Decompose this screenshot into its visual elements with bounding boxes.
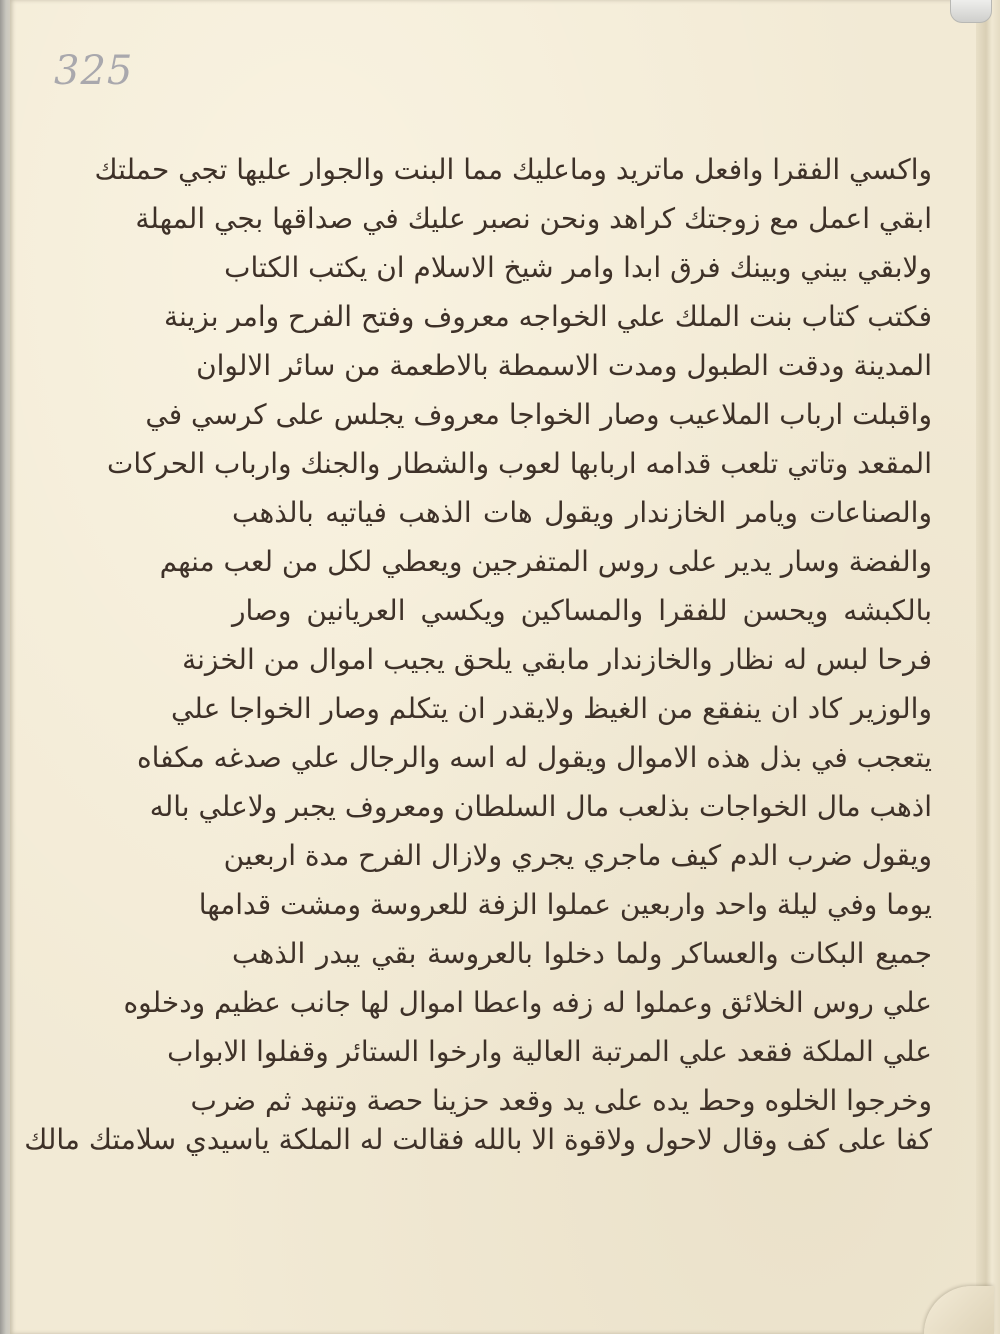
text-line: واكسي الفقرا وافعل ماتريد وماعليك مما البنت والجوار عليها تجي حملتك bbox=[94, 153, 932, 186]
folio-number: 325 bbox=[54, 48, 134, 94]
manuscript-text bbox=[24, 150, 932, 1160]
binding-clip bbox=[950, 0, 992, 23]
text-line: بالكبشه ويحسن للفقرا والمساكين ويكسي العريانين وصار bbox=[232, 594, 932, 627]
text-line: اذهب مال الخواجات بذلعب مال السلطان ومعروف يجبر ولاعلي باله bbox=[149, 790, 932, 823]
text-line: علي روس الخلائق وعملوا له زفه واعطا اموال لها جانب عظيم ودخلوه bbox=[123, 986, 932, 1019]
text-line: ابقي اعمل مع زوجتك كراهد ونحن نصبر عليك في صداقها بجي المهلة bbox=[135, 202, 932, 235]
page-edge bbox=[976, 0, 1000, 1334]
manuscript-page bbox=[10, 0, 1000, 1334]
text-line: علي الملكة فقعد علي المرتبة العالية وارخوا الستائر وقفلوا الابواب bbox=[167, 1035, 932, 1068]
text-line: واقبلت ارباب الملاعيب وصار الخواجا معروف يجلس على كرسي في bbox=[145, 398, 932, 431]
text-line: والصناعات ويامر الخازندار ويقول هات الذهب فياتيه بالذهب bbox=[232, 496, 932, 529]
text-line: يوما وفي ليلة واحد واربعين عملوا الزفة للعروسة ومشت قدامها bbox=[198, 888, 932, 921]
text-line: جميع البكات والعساكر ولما دخلوا بالعروسة بقي يبدر الذهب bbox=[232, 937, 932, 970]
text-line: فكتب كتاب بنت الملك علي الخواجه معروف وفتح الفرح وامر بزينة bbox=[163, 300, 932, 333]
text-line: المدينة ودقت الطبول ومدت الاسمطة بالاطعمة من سائر الالوان bbox=[196, 349, 932, 382]
text-line: وخرجوا الخلوه وحط يده على يد وقعد حزينا حصة وتنهد ثم ضرب bbox=[190, 1084, 932, 1117]
text-line: والفضة وسار يدير على روس المتفرجين ويعطي لكل من لعب منهم bbox=[159, 545, 932, 578]
text-line: ولابقي بيني وبينك فرق ابدا وامر شيخ الاسلام ان يكتب الكتاب bbox=[224, 251, 932, 284]
text-line: فرحا لبس له نظار والخازندار مابقي يلحق يجيب اموال من الخزنة bbox=[182, 643, 932, 676]
text-line: والوزير كاد ان ينفقع من الغيظ ولايقدر ان يتكلم وصار الخواجا علي bbox=[170, 692, 932, 725]
page-corner-curl bbox=[924, 1286, 994, 1334]
text-line: كفا على كف وقال لاحول ولاقوة الا بالله فقالت له الملكة ياسيدي سلامتك مالك bbox=[24, 1123, 932, 1156]
text-line: يتعجب في بذل هذه الاموال ويقول له اسه والرجال علي صدغه مكفاه bbox=[136, 741, 932, 774]
text-line: المقعد وتاتي تلعب قدامه اربابها لعوب والشطار والجنك وارباب الحركات bbox=[107, 447, 932, 480]
text-line: ويقول ضرب الدم كيف ماجري يجري ولازال الفرح مدة اربعين bbox=[223, 839, 932, 872]
